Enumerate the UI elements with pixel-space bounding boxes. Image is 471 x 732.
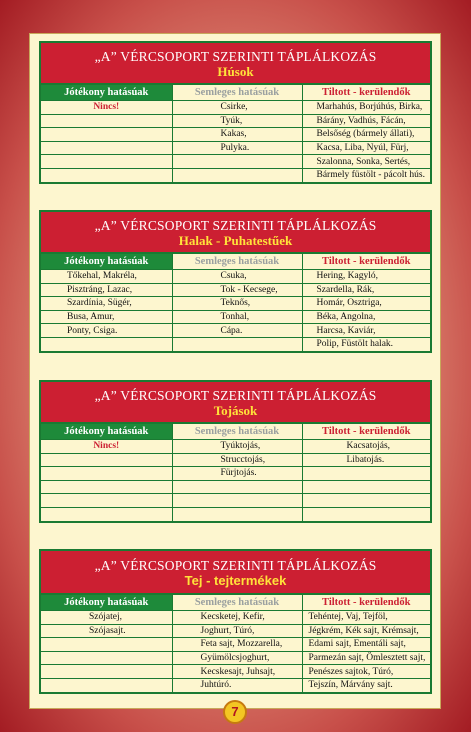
food-table <box>41 424 430 521</box>
header-beneficial: Jótékony hatásúak <box>41 424 172 440</box>
forbidden-cell: Bármely füstölt - pácolt hús. <box>316 170 425 181</box>
forbidden-cell: Kacsa, Liba, Nyúl, Fürj, <box>302 141 430 155</box>
beneficial-cell <box>41 337 172 350</box>
neutral-cell: Fürjtojás. <box>172 467 302 481</box>
section-eggs <box>39 380 432 523</box>
section-meats <box>39 41 432 184</box>
section-header <box>41 212 430 254</box>
table-row <box>41 480 430 494</box>
neutral-cell <box>172 494 302 508</box>
neutral-cell: Tonhal, <box>172 310 302 324</box>
neutral-cell: Strucctojás, <box>172 453 302 467</box>
table-row <box>41 494 430 508</box>
forbidden-cell: Parmezán sajt, Ömlesztett sajt, <box>302 651 430 665</box>
forbidden-cell: Belsőség (bármely állati), <box>302 128 430 142</box>
forbidden-cell: Szalonna, Sonka, Sertés, <box>302 155 430 169</box>
table-row <box>41 114 430 128</box>
forbidden-cell: Libatojás. <box>302 453 430 467</box>
neutral-cell: Tok - Kecsege, <box>172 283 302 297</box>
beneficial-cell: Ponty, Csiga. <box>41 324 172 338</box>
forbidden-cell: Szardella, Rák, <box>302 283 430 297</box>
beneficial-cell: Szójasajt. <box>41 624 172 638</box>
section-fish <box>39 210 432 353</box>
beneficial-cell: Szójatej, <box>41 611 172 625</box>
table-row <box>41 440 430 454</box>
table-header-row <box>41 595 430 611</box>
header-forbidden: Tiltott - kerülendők <box>302 595 430 611</box>
table-row <box>41 283 430 297</box>
table-header-row <box>41 424 430 440</box>
beneficial-cell: Busa, Amur, <box>41 310 172 324</box>
neutral-cell: Juhtúró. <box>172 678 302 691</box>
page-number-badge: 7 <box>223 700 247 724</box>
table-row <box>41 507 430 520</box>
table-header-row <box>41 85 430 101</box>
beneficial-cell <box>41 114 172 128</box>
neutral-cell: Feta sajt, Mozzarella, <box>172 638 302 652</box>
beneficial-cell <box>41 155 172 169</box>
forbidden-cell: Edami sajt, Ementáli sajt, <box>302 638 430 652</box>
beneficial-cell <box>41 453 172 467</box>
table-row <box>41 624 430 638</box>
table-row <box>41 310 430 324</box>
forbidden-cell: Homár, Osztriga, <box>302 297 430 311</box>
table-row <box>41 337 430 350</box>
forbidden-cell <box>302 507 430 520</box>
beneficial-cell <box>41 678 172 691</box>
table-header-row <box>41 254 430 270</box>
table-row <box>41 678 430 691</box>
neutral-cell: Joghurt, Túró, <box>172 624 302 638</box>
food-table <box>41 254 430 351</box>
table-row <box>41 611 430 625</box>
table-row <box>41 168 430 181</box>
section-header <box>41 382 430 424</box>
section-subtitle: Húsok <box>217 64 254 79</box>
beneficial-cell <box>41 651 172 665</box>
section-subtitle: Tej - tejtermékek <box>184 573 287 588</box>
table-row <box>41 467 430 481</box>
beneficial-cell <box>41 168 172 181</box>
table-row <box>41 128 430 142</box>
table-row <box>41 270 430 284</box>
beneficial-cell: Nincs! <box>41 440 172 454</box>
forbidden-cell: Penészes sajtok, Túró, <box>302 665 430 679</box>
table-row <box>41 155 430 169</box>
beneficial-cell <box>41 665 172 679</box>
header-neutral: Semleges hatásúak <box>172 595 302 611</box>
forbidden-cell: Béka, Angolna, <box>302 310 430 324</box>
neutral-cell: Kecsketej, Kefir, <box>172 611 302 625</box>
neutral-cell: Csuka, <box>172 270 302 284</box>
section-title: „A” VÉRCSOPORT SZERINTI TÁPLÁLKOZÁS <box>94 218 377 233</box>
neutral-cell <box>172 168 302 181</box>
neutral-cell <box>172 507 302 520</box>
table-row <box>41 453 430 467</box>
neutral-cell: Tyúk, <box>172 114 302 128</box>
forbidden-cell <box>302 494 430 508</box>
section-title: „A” VÉRCSOPORT SZERINTI TÁPLÁLKOZÁS <box>94 558 377 573</box>
section-header <box>41 43 430 85</box>
table-row <box>41 101 430 115</box>
neutral-cell: Cápa. <box>172 324 302 338</box>
header-neutral: Semleges hatásúak <box>172 85 302 101</box>
food-table <box>41 595 430 692</box>
beneficial-cell <box>41 638 172 652</box>
section-subtitle: Halak - Puhatestűek <box>178 233 293 248</box>
header-neutral: Semleges hatásúak <box>172 424 302 440</box>
table-row <box>41 651 430 665</box>
section-subtitle: Tojások <box>213 403 258 418</box>
beneficial-cell: Pisztráng, Lazac, <box>41 283 172 297</box>
forbidden-cell: Hering, Kagyló, <box>302 270 430 284</box>
table-row <box>41 638 430 652</box>
beneficial-cell <box>41 507 172 520</box>
forbidden-cell: Marhahús, Borjúhús, Birka, <box>302 101 430 115</box>
forbidden-cell: Tejszín, Márvány sajt. <box>308 680 393 691</box>
forbidden-cell <box>302 467 430 481</box>
beneficial-cell: Szardínia, Sügér, <box>41 297 172 311</box>
beneficial-cell: Nincs! <box>41 101 172 115</box>
header-forbidden: Tiltott - kerülendők <box>302 85 430 101</box>
section-title: „A” VÉRCSOPORT SZERINTI TÁPLÁLKOZÁS <box>94 49 377 64</box>
section-title: „A” VÉRCSOPORT SZERINTI TÁPLÁLKOZÁS <box>94 388 377 403</box>
forbidden-cell: Jégkrém, Kék sajt, Krémsajt, <box>302 624 430 638</box>
table-row <box>41 324 430 338</box>
neutral-cell: Kakas, <box>172 128 302 142</box>
table-row <box>41 141 430 155</box>
neutral-cell: Csirke, <box>172 101 302 115</box>
forbidden-cell: Harcsa, Kaviár, <box>302 324 430 338</box>
neutral-cell: Kecskesajt, Juhsajt, <box>172 665 302 679</box>
section-dairy <box>39 549 432 694</box>
beneficial-cell <box>41 128 172 142</box>
section-header <box>41 551 430 595</box>
forbidden-cell: Bárány, Vadhús, Fácán, <box>302 114 430 128</box>
beneficial-cell <box>41 141 172 155</box>
header-forbidden: Tiltott - kerülendők <box>302 424 430 440</box>
neutral-cell: Pulyka. <box>172 141 302 155</box>
header-forbidden: Tiltott - kerülendők <box>302 254 430 270</box>
forbidden-cell: Kacsatojás, <box>302 440 430 454</box>
table-row <box>41 665 430 679</box>
food-table <box>41 85 430 182</box>
beneficial-cell <box>41 480 172 494</box>
neutral-cell <box>172 337 302 350</box>
table-row <box>41 297 430 311</box>
forbidden-cell: Tehéntej, Vaj, Tejföl, <box>302 611 430 625</box>
header-beneficial: Jótékony hatásúak <box>41 254 172 270</box>
menu-page <box>29 33 441 709</box>
forbidden-cell: Polip, Füstölt halak. <box>316 339 394 350</box>
neutral-cell <box>172 480 302 494</box>
neutral-cell: Teknős, <box>172 297 302 311</box>
header-beneficial: Jótékony hatásúak <box>41 85 172 101</box>
neutral-cell: Tyúktojás, <box>172 440 302 454</box>
beneficial-cell: Tőkehal, Makréla, <box>41 270 172 284</box>
forbidden-cell <box>302 480 430 494</box>
header-beneficial: Jótékony hatásúak <box>41 595 172 611</box>
neutral-cell: Gyümölcsjoghurt, <box>172 651 302 665</box>
header-neutral: Semleges hatásúak <box>172 254 302 270</box>
neutral-cell <box>172 155 302 169</box>
beneficial-cell <box>41 494 172 508</box>
beneficial-cell <box>41 467 172 481</box>
